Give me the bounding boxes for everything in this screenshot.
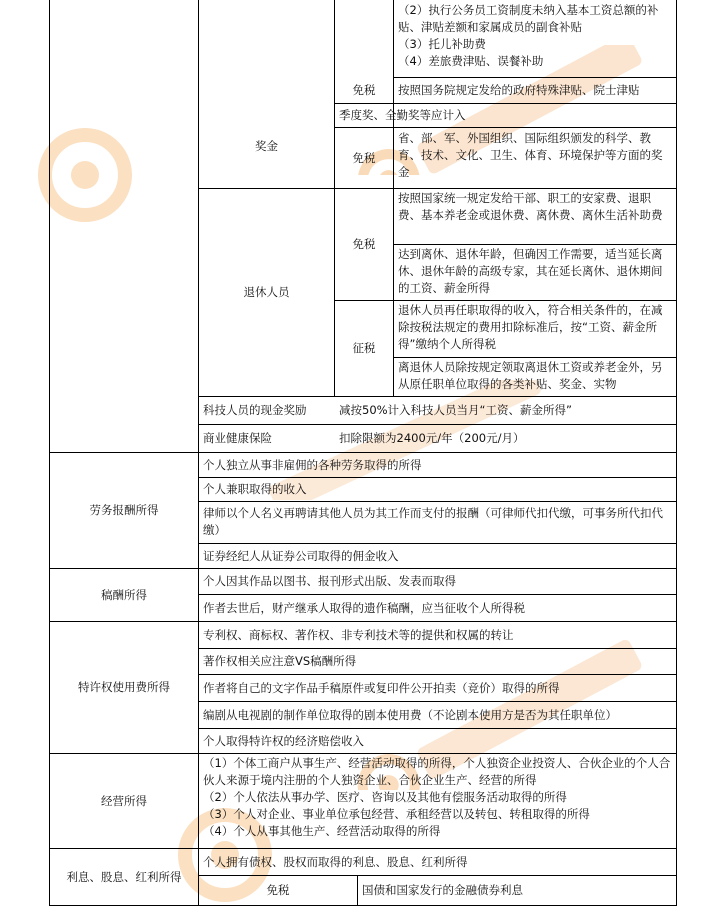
bonus-label: 奖金 bbox=[255, 138, 278, 153]
franchise-income-label: 特许权使用费所得 bbox=[78, 680, 170, 694]
subsidy-line-2: （2）执行公务员工资制度未纳入基本工资总额的补贴、津贴差额和家属成员的副食补贴 bbox=[398, 3, 659, 34]
retiree-exempt-label: 免税 bbox=[352, 237, 376, 251]
exempt-text-subsidy: 按照国务院规定发给的政府特殊津贴、院士津贴 bbox=[398, 83, 640, 97]
exempt-label-subsidy: 免税 bbox=[352, 82, 376, 97]
business-line-4: （4）个人从事其他生产、经营活动取得的所得 bbox=[203, 824, 441, 838]
subsidy-list bbox=[394, 1, 676, 77]
labor-item-2: 个人兼职取得的收入 bbox=[203, 482, 307, 496]
exempt-label-bonus: 免税 bbox=[352, 150, 376, 165]
royalty-item-2: 作者去世后，财产继承人取得的遗作稿酬，应当征收个人所得税 bbox=[203, 600, 525, 615]
health-insurance-text: 扣除限额为2400元/年（200元/月） bbox=[339, 431, 525, 445]
retiree-tax-1: 退休人员再任职取得的收入，符合相关条件的，在减除按税法规定的费用扣除标准后，按“工资、薪金所得”缴纳个人所得税 bbox=[398, 303, 663, 351]
subsidy-line-3: （3）托儿补助费 bbox=[398, 37, 486, 51]
business-income-label: 经营所得 bbox=[101, 793, 147, 808]
franchise-item-2: 著作权相关应注意VS稿酬所得 bbox=[203, 654, 357, 668]
labor-item-3: 律师以个人名义再聘请其他人员为其工作而支付的报酬（可律师代扣代缴，可事务所代扣代缴） bbox=[203, 506, 663, 537]
tech-reward-label: 科技人员的现金奖励 bbox=[203, 403, 307, 417]
health-insurance-label: 商业健康保险 bbox=[203, 431, 272, 445]
business-line-3: （3）个人对企业、事业单位承包经营、承租经营以及转包、转租取得的所得 bbox=[203, 807, 590, 821]
retiree-tax-label: 征税 bbox=[352, 341, 376, 355]
labor-item-4: 证券经纪人从证券公司取得的佣金收入 bbox=[203, 548, 399, 563]
retiree-tax-2: 离退休人员除按规定领取离退休工资或养老金外，另从原任职单位取得的各类补贴、奖金、实物 bbox=[398, 360, 663, 391]
interest-income-label: 利息、股息、红利所得 bbox=[66, 869, 182, 884]
royalty-item-1: 个人因其作品以图书、报刊形式出版、发表而取得 bbox=[203, 574, 456, 588]
business-line-2: （2）个人依法从事办学、医疗、咨询以及其他有偿服务活动取得的所得 bbox=[203, 790, 567, 804]
labor-income-label: 劳务报酬所得 bbox=[89, 503, 159, 517]
franchise-item-4: 编剧从电视剧的制作单位取得的剧本使用费（不论剧本使用方是否为其任职单位） bbox=[203, 707, 617, 722]
interest-item: 个人拥有债权、股权而取得的利息、股息、红利所得 bbox=[203, 854, 468, 869]
retiree-label: 退休人员 bbox=[243, 285, 290, 299]
franchise-item-5: 个人取得特许权的经济赔偿收入 bbox=[203, 733, 364, 748]
business-list bbox=[199, 754, 676, 848]
subsidy-line-4: （4）差旅费津贴、误餐补助 bbox=[398, 54, 544, 68]
watermark-logo-left bbox=[30, 120, 140, 230]
labor-item-1: 个人独立从事非雇佣的各种劳务取得的所得 bbox=[203, 457, 422, 472]
business-line-1: （1）个体工商户从事生产、经营活动取得的所得，个人独资企业投资人、合伙企业的个人合伙人来源于境内注册的个人独资企业、合伙企业生产、经营的所得 bbox=[203, 756, 671, 787]
royalty-income-label: 稿酬所得 bbox=[101, 587, 147, 602]
retiree-exempt-2: 达到离休、退休年龄，但确因工作需要，适当延长离休、退休年龄的高级专家，其在延长离休、退休期间的工资、薪金所得 bbox=[398, 247, 663, 295]
retiree-exempt-1: 按照国家统一规定发给干部、职工的安家费、退职费、基本养老金或退休费、离休费、离休生活补助费 bbox=[398, 191, 663, 222]
franchise-item-3: 作者将自己的文字作品手稿原件或复印件公开拍卖（竞价）取得的所得 bbox=[203, 680, 560, 695]
interest-exempt-label: 免税 bbox=[266, 883, 290, 897]
interest-exempt-text: 国债和国家发行的金融债券利息 bbox=[362, 883, 523, 897]
tech-reward-text: 减按50%计入科技人员当月“工资、薪金所得” bbox=[339, 403, 572, 417]
franchise-item-1: 专利权、商标权、著作权、非专利技术等的提供和权属的转让 bbox=[203, 627, 514, 642]
bonus-exempt-text: 省、部、军、外国组织、国际组织颁发的科学、教育、技术、文化、卫生、体育、环境保护等方面的奖金 bbox=[398, 131, 663, 179]
bonus-quarterly-text: 季度奖、全勤奖等应计入 bbox=[339, 108, 466, 122]
